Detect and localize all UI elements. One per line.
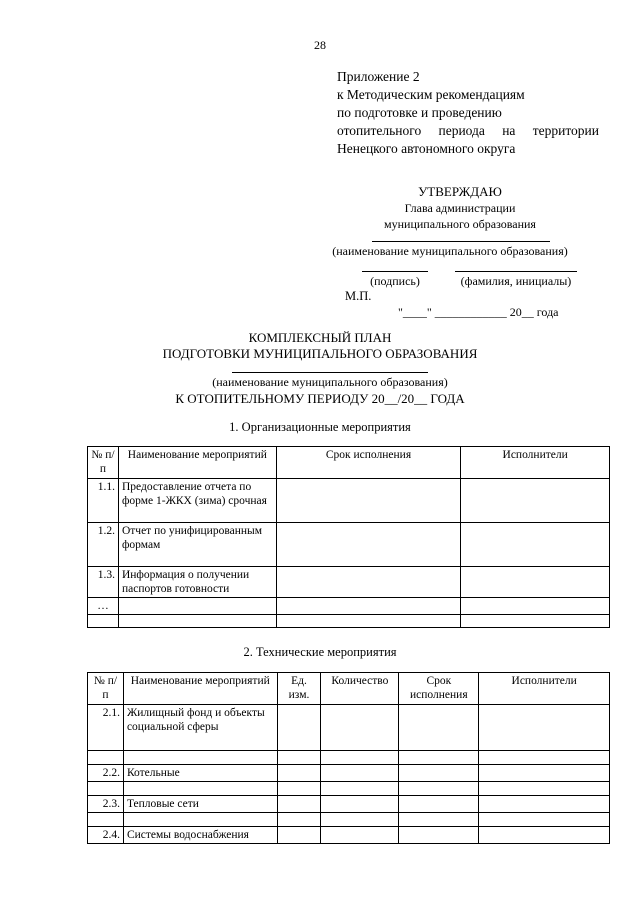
row-name: Информация о получении паспортов готовности [118, 567, 276, 598]
header-cell: Исполнители [461, 447, 610, 479]
empty-cell [399, 827, 479, 844]
signature-caption: (подпись) [370, 274, 420, 288]
row-number: 2.4. [88, 827, 124, 844]
empty-cell [321, 827, 399, 844]
header-cell: Количество [321, 673, 399, 705]
empty-cell [321, 705, 399, 751]
approval-line: Глава администрации [404, 201, 516, 215]
empty-cell [118, 615, 276, 628]
empty-cell [399, 796, 479, 813]
row-name: Тепловые сети [123, 796, 277, 813]
empty-cell [123, 813, 277, 827]
empty-cell [461, 598, 610, 615]
empty-cell [277, 782, 321, 796]
appendix-line: отопительного периода на территории [337, 123, 599, 138]
appendix-line: Приложение 2 [337, 69, 420, 84]
appendix-line: Ненецкого автономного округа [337, 141, 516, 156]
name-blank-line [455, 271, 577, 272]
row-number: 1.3. [88, 567, 119, 598]
approval-title: УТВЕРЖДАЮ [418, 184, 502, 199]
row-number: 2.3. [88, 796, 124, 813]
table-row [88, 479, 610, 523]
empty-cell [276, 523, 461, 567]
plan-title-1: КОМПЛЕКСНЫЙ ПЛАН [248, 330, 392, 345]
header-cell: Наименование мероприятий [123, 673, 277, 705]
empty-cell [277, 827, 321, 844]
row-name [118, 598, 276, 615]
empty-cell [399, 705, 479, 751]
table-header-row [88, 673, 610, 705]
table-row [88, 705, 610, 751]
row-number: 2.2. [88, 765, 124, 782]
table-row [88, 765, 610, 782]
table-row [88, 782, 610, 796]
empty-cell [277, 705, 321, 751]
table-row [88, 796, 610, 813]
plan-municipality-caption: (наименование муниципального образования) [212, 375, 448, 389]
empty-cell [276, 598, 461, 615]
header-cell: Исполнители [479, 673, 610, 705]
empty-cell [479, 782, 610, 796]
row-name: Системы водоснабжения [123, 827, 277, 844]
row-number: 1.2. [88, 523, 119, 567]
table-row [88, 751, 610, 765]
table-row [88, 827, 610, 844]
header-cell: Срок исполнения [276, 447, 461, 479]
empty-cell [276, 615, 461, 628]
row-name: Котельные [123, 765, 277, 782]
empty-cell [321, 765, 399, 782]
plan-title-2: ПОДГОТОВКИ МУНИЦИПАЛЬНОГО ОБРАЗОВАНИЯ [162, 346, 478, 361]
empty-cell [88, 782, 124, 796]
empty-cell [276, 479, 461, 523]
empty-cell [277, 813, 321, 827]
empty-cell [479, 796, 610, 813]
row-number: … [88, 598, 119, 615]
table-row [88, 567, 610, 598]
date-line: "____" ____________ 20__ года [398, 305, 559, 319]
empty-cell [479, 705, 610, 751]
page-number: 28 [314, 38, 326, 52]
approval-line: муниципального образования [384, 217, 536, 231]
table-row [88, 615, 610, 628]
empty-cell [276, 567, 461, 598]
appendix-note [337, 68, 599, 158]
empty-cell [399, 751, 479, 765]
signature-blank-line [362, 271, 428, 272]
empty-cell [88, 813, 124, 827]
empty-cell [277, 796, 321, 813]
appendix-line: к Методическим рекомендациям [337, 87, 525, 102]
table-row [88, 523, 610, 567]
empty-cell [321, 813, 399, 827]
empty-cell [123, 751, 277, 765]
section2-title: 2. Технические мероприятия [243, 645, 397, 659]
organizational-table [87, 446, 610, 628]
empty-cell [321, 796, 399, 813]
header-cell: № п/п [88, 447, 119, 479]
empty-cell [399, 813, 479, 827]
empty-cell [479, 813, 610, 827]
stamp-mark: М.П. [345, 289, 372, 303]
empty-cell [479, 827, 610, 844]
empty-cell [277, 765, 321, 782]
header-cell: Наименование мероприятий [118, 447, 276, 479]
row-name: Предоставление отчета по форме 1-ЖКХ (зима) срочная [118, 479, 276, 523]
row-number: 2.1. [88, 705, 124, 751]
name-caption: (фамилия, инициалы) [460, 274, 572, 288]
plan-blank-line [232, 372, 428, 373]
approval-block [370, 184, 550, 232]
empty-cell [461, 615, 610, 628]
table-row [88, 813, 610, 827]
empty-cell [123, 782, 277, 796]
empty-cell [277, 751, 321, 765]
technical-table [87, 672, 610, 844]
table-header-row [88, 447, 610, 479]
header-cell: № п/п [88, 673, 124, 705]
row-number: 1.1. [88, 479, 119, 523]
empty-cell [461, 479, 610, 523]
empty-cell [321, 751, 399, 765]
empty-cell [399, 782, 479, 796]
municipality-caption: (наименование муниципального образования) [332, 244, 568, 258]
empty-cell [479, 765, 610, 782]
empty-cell [321, 782, 399, 796]
empty-cell [399, 765, 479, 782]
row-name: Отчет по унифицированным формам [118, 523, 276, 567]
table-row [88, 598, 610, 615]
municipality-blank-line [372, 241, 550, 242]
header-cell: Ед. изм. [277, 673, 321, 705]
section1-title: 1. Организационные мероприятия [229, 420, 411, 434]
appendix-line: по подготовке и проведению [337, 105, 502, 120]
plan-title-3: К ОТОПИТЕЛЬНОМУ ПЕРИОДУ 20__/20__ ГОДА [175, 391, 465, 406]
empty-cell [461, 567, 610, 598]
empty-cell [88, 751, 124, 765]
row-name: Жилищный фонд и объекты социальной сферы [123, 705, 277, 751]
header-cell: Срок исполнения [399, 673, 479, 705]
empty-cell [88, 615, 119, 628]
empty-cell [479, 751, 610, 765]
empty-cell [461, 523, 610, 567]
